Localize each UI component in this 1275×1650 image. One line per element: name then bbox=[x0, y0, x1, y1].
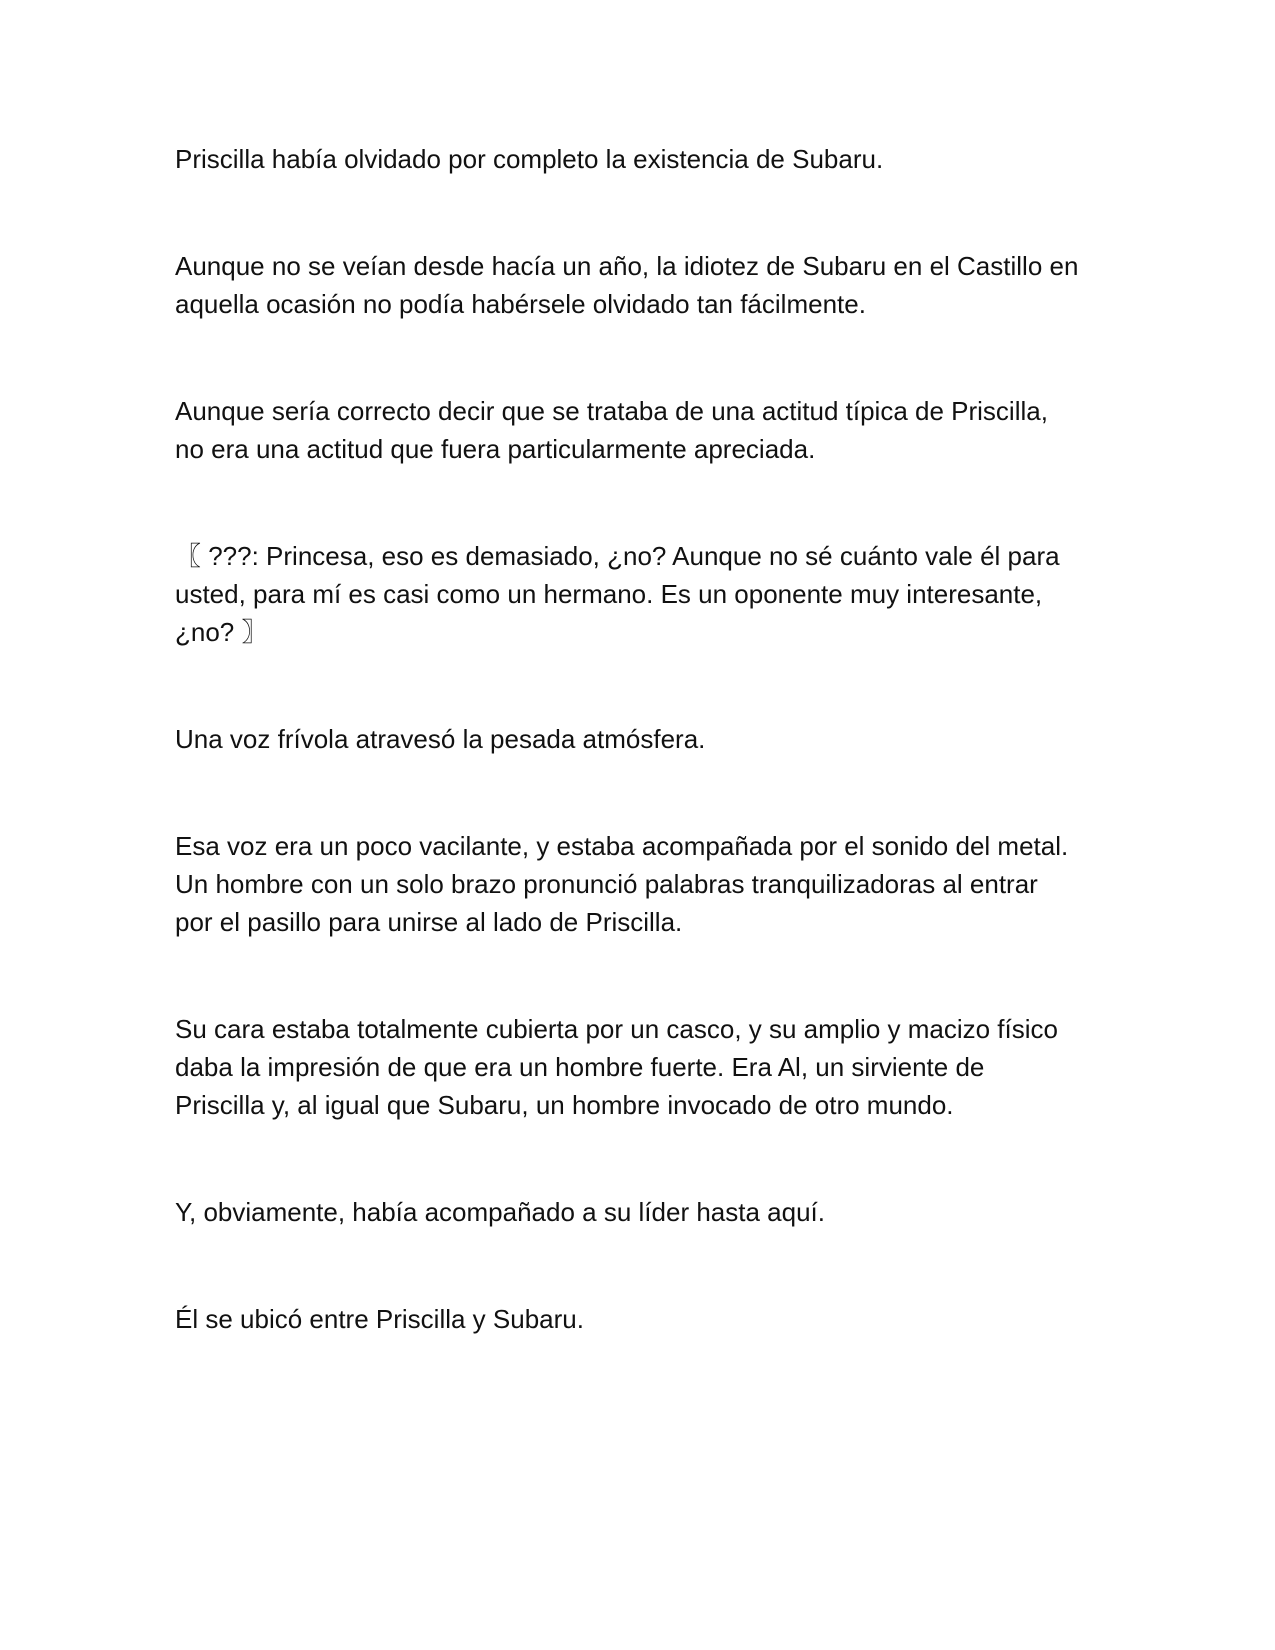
paragraph-2 bbox=[175, 247, 1080, 323]
text-line: Aunque sería correcto decir que se trataba de una actitud típica de Priscilla, bbox=[175, 396, 1048, 426]
text-line: Priscilla y, al igual que Subaru, un hombre invocado de otro mundo. bbox=[175, 1090, 954, 1120]
paragraph-8 bbox=[175, 1193, 1080, 1231]
document-body bbox=[175, 140, 1080, 1407]
text-line: Priscilla había olvidado por completo la existencia de Subaru. bbox=[175, 144, 884, 174]
paragraph-6 bbox=[175, 827, 1080, 941]
text-line: no era una actitud que fuera particularmente apreciada. bbox=[175, 434, 816, 464]
text-line: Él se ubicó entre Priscilla y Subaru. bbox=[175, 1304, 584, 1334]
paragraph-4-dialogue bbox=[175, 537, 1080, 651]
paragraph-3 bbox=[175, 392, 1080, 468]
paragraph-1 bbox=[175, 140, 1080, 178]
text-line: por el pasillo para unirse al lado de Priscilla. bbox=[175, 907, 683, 937]
text-line: ¿no? 〗 bbox=[175, 617, 268, 647]
text-line: Un hombre con un solo brazo pronunció palabras tranquilizadoras al entrar bbox=[175, 869, 1038, 899]
paragraph-5 bbox=[175, 720, 1080, 758]
text-line: Aunque no se veían desde hacía un año, la idiotez de Subaru en el Castillo en bbox=[175, 251, 1079, 281]
text-line: Esa voz era un poco vacilante, y estaba acompañada por el sonido del metal. bbox=[175, 831, 1069, 861]
text-line: Una voz frívola atravesó la pesada atmósfera. bbox=[175, 724, 706, 754]
text-line: Su cara estaba totalmente cubierta por un casco, y su amplio y macizo físico bbox=[175, 1014, 1058, 1044]
text-line: usted, para mí es casi como un hermano. Es un oponente muy interesante, bbox=[175, 579, 1043, 609]
text-line: 〖 ???: Princesa, eso es demasiado, ¿no? Aunque no sé cuánto vale él para bbox=[175, 541, 1060, 571]
paragraph-7 bbox=[175, 1010, 1080, 1124]
text-line: daba la impresión de que era un hombre fuerte. Era Al, un sirviente de bbox=[175, 1052, 985, 1082]
paragraph-9 bbox=[175, 1300, 1080, 1338]
text-line: aquella ocasión no podía habérsele olvidado tan fácilmente. bbox=[175, 289, 866, 319]
text-line: Y, obviamente, había acompañado a su líder hasta aquí. bbox=[175, 1197, 825, 1227]
